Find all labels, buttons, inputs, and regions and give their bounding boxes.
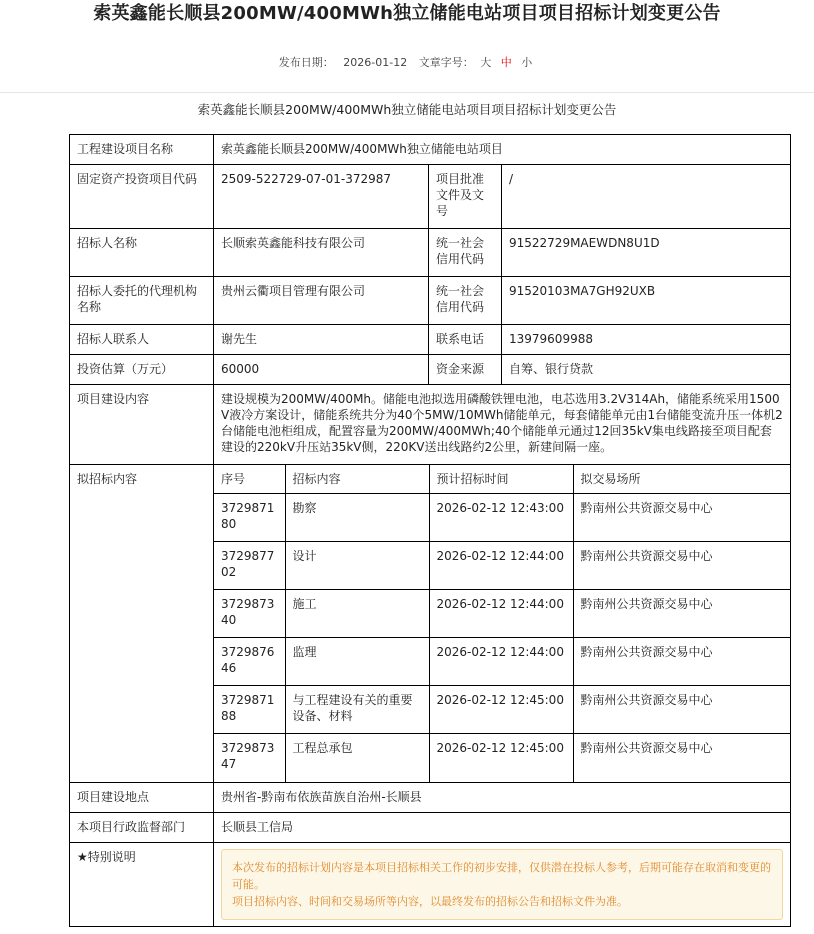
bidding-header-venue: 拟交易场所 <box>573 465 790 494</box>
publish-date-value: 2026-01-12 <box>343 56 408 69</box>
bidding-no: 372987646 <box>214 638 285 686</box>
location-label: 项目建设地点 <box>70 782 214 812</box>
bidding-row <box>214 494 790 542</box>
location-value: 贵州省-黔南布依族苗族自治州-长顺县 <box>214 782 791 812</box>
bidding-no: 372987188 <box>214 686 285 734</box>
special-note-line-1: 本次发布的招标计划内容是本项目招标相关工作的初步安排，仅供潜在投标人参考，后期可能存在取消和变更的可能。 <box>232 860 771 891</box>
bidding-item: 工程总承包 <box>285 734 429 782</box>
agent-credit-code-label: 统一社会信用代码 <box>429 277 502 325</box>
tenderer-credit-code-value: 91522729MAEWDN8U1D <box>502 229 791 277</box>
bidding-time: 2026-02-12 12:44:00 <box>429 638 573 686</box>
bidding-row <box>214 734 790 782</box>
bidding-no: 372987180 <box>214 494 285 542</box>
project-name-label: 工程建设项目名称 <box>70 135 214 165</box>
bidding-time: 2026-02-12 12:44:00 <box>429 590 573 638</box>
font-size-large-button[interactable]: 大 <box>480 56 492 69</box>
bidding-venue: 黔南州公共资源交易中心 <box>573 542 790 590</box>
bidding-table <box>214 465 790 782</box>
bidding-venue: 黔南州公共资源交易中心 <box>573 590 790 638</box>
tenderer-label: 招标人名称 <box>70 229 214 277</box>
contact-value: 谢先生 <box>214 325 429 355</box>
table-row <box>70 229 791 277</box>
asset-code-value: 2509-522729-07-01-372987 <box>214 165 429 229</box>
supervisor-value: 长顺县工信局 <box>214 812 791 842</box>
bidding-item: 勘察 <box>285 494 429 542</box>
font-size-medium-button[interactable]: 中 <box>500 56 512 69</box>
phone-label: 联系电话 <box>429 325 502 355</box>
bidding-venue: 黔南州公共资源交易中心 <box>573 734 790 782</box>
bidding-no: 372987347 <box>214 734 285 782</box>
bidding-row <box>214 542 790 590</box>
table-row <box>70 385 791 465</box>
page-title: 索英鑫能长顺县200MW/400MWh独立储能电站项目项目招标计划变更公告 <box>93 3 721 24</box>
table-row <box>70 465 791 783</box>
bidding-time: 2026-02-12 12:45:00 <box>429 686 573 734</box>
header-divider <box>0 92 814 93</box>
bidding-venue: 黔南州公共资源交易中心 <box>573 638 790 686</box>
table-row <box>70 812 791 842</box>
bidding-header-row <box>214 465 790 494</box>
investment-value: 60000 <box>214 355 429 385</box>
fund-source-label: 资金来源 <box>429 355 502 385</box>
tenderer-value: 长顺索英鑫能科技有限公司 <box>214 229 429 277</box>
content-value: 建设规模为200MW/400Mh。储能电池拟选用磷酸铁锂电池，电芯选用3.2V314Ah，储能系统采用1500V液冷方案设计，储能系统共分为40个5MW/10MWh储能单元，每套储能单元由1台储能变流升压一体机2台储能电池柜组成，配置容量为200MW/400MWh;40个储能单元通过12回35kV集电线路接至项目配套建设的220kV升压站35kV侧，220KV送出线路约2公里，新建间隔一座。 <box>214 385 791 465</box>
bidding-time: 2026-02-12 12:44:00 <box>429 542 573 590</box>
bidding-no: 372987340 <box>214 590 285 638</box>
table-row <box>70 355 791 385</box>
bidding-item: 监理 <box>285 638 429 686</box>
special-note-line-2: 项目招标内容、时间和交易场所等内容，以最终发布的招标公告和招标文件为准。 <box>232 894 628 908</box>
agent-label: 招标人委托的代理机构名称 <box>70 277 214 325</box>
bidding-item: 设计 <box>285 542 429 590</box>
bidding-row <box>214 590 790 638</box>
bidding-item: 与工程建设有关的重要设备、材料 <box>285 686 429 734</box>
table-row <box>70 842 791 926</box>
project-info-table <box>69 134 791 927</box>
project-name-value: 索英鑫能长顺县200MW/400MWh独立储能电站项目 <box>214 135 791 165</box>
content-label: 项目建设内容 <box>70 385 214 465</box>
bidding-header-item: 招标内容 <box>285 465 429 494</box>
table-row <box>70 782 791 812</box>
phone-value: 13979609988 <box>502 325 791 355</box>
publish-date-label: 发布日期： <box>278 56 334 69</box>
special-notice-box <box>221 849 783 920</box>
agent-value: 贵州云衢项目管理有限公司 <box>214 277 429 325</box>
bidding-time: 2026-02-12 12:45:00 <box>429 734 573 782</box>
asset-code-label: 固定资产投资项目代码 <box>70 165 214 229</box>
table-row <box>70 165 791 229</box>
bidding-header-time: 预计招标时间 <box>429 465 573 494</box>
contact-label: 招标人联系人 <box>70 325 214 355</box>
special-note-cell <box>214 842 791 926</box>
article-meta <box>0 56 814 70</box>
bidding-label: 拟招标内容 <box>70 465 214 783</box>
bidding-venue: 黔南州公共资源交易中心 <box>573 686 790 734</box>
bidding-time: 2026-02-12 12:43:00 <box>429 494 573 542</box>
tenderer-credit-code-label: 统一社会信用代码 <box>429 229 502 277</box>
agent-credit-code-value: 91520103MA7GH92UXB <box>502 277 791 325</box>
font-size-label: 文章字号： <box>418 56 474 69</box>
fund-source-value: 自筹、银行贷款 <box>502 355 791 385</box>
font-size-small-button[interactable]: 小 <box>521 56 533 69</box>
approval-doc-value: / <box>502 165 791 229</box>
table-row <box>70 135 791 165</box>
bidding-item: 施工 <box>285 590 429 638</box>
table-row <box>70 325 791 355</box>
bidding-no: 372987702 <box>214 542 285 590</box>
bidding-header-no: 序号 <box>214 465 285 494</box>
special-note-label: ★特别说明 <box>70 842 214 926</box>
investment-label: 投资估算（万元） <box>70 355 214 385</box>
approval-doc-label: 项目批准文件及文号 <box>429 165 502 229</box>
supervisor-label: 本项目行政监督部门 <box>70 812 214 842</box>
bidding-venue: 黔南州公共资源交易中心 <box>573 494 790 542</box>
table-row <box>70 277 791 325</box>
content-title: 索英鑫能长顺县200MW/400MWh独立储能电站项目项目招标计划变更公告 <box>197 102 617 117</box>
bidding-row <box>214 638 790 686</box>
bidding-row <box>214 686 790 734</box>
bidding-cell <box>214 465 791 783</box>
